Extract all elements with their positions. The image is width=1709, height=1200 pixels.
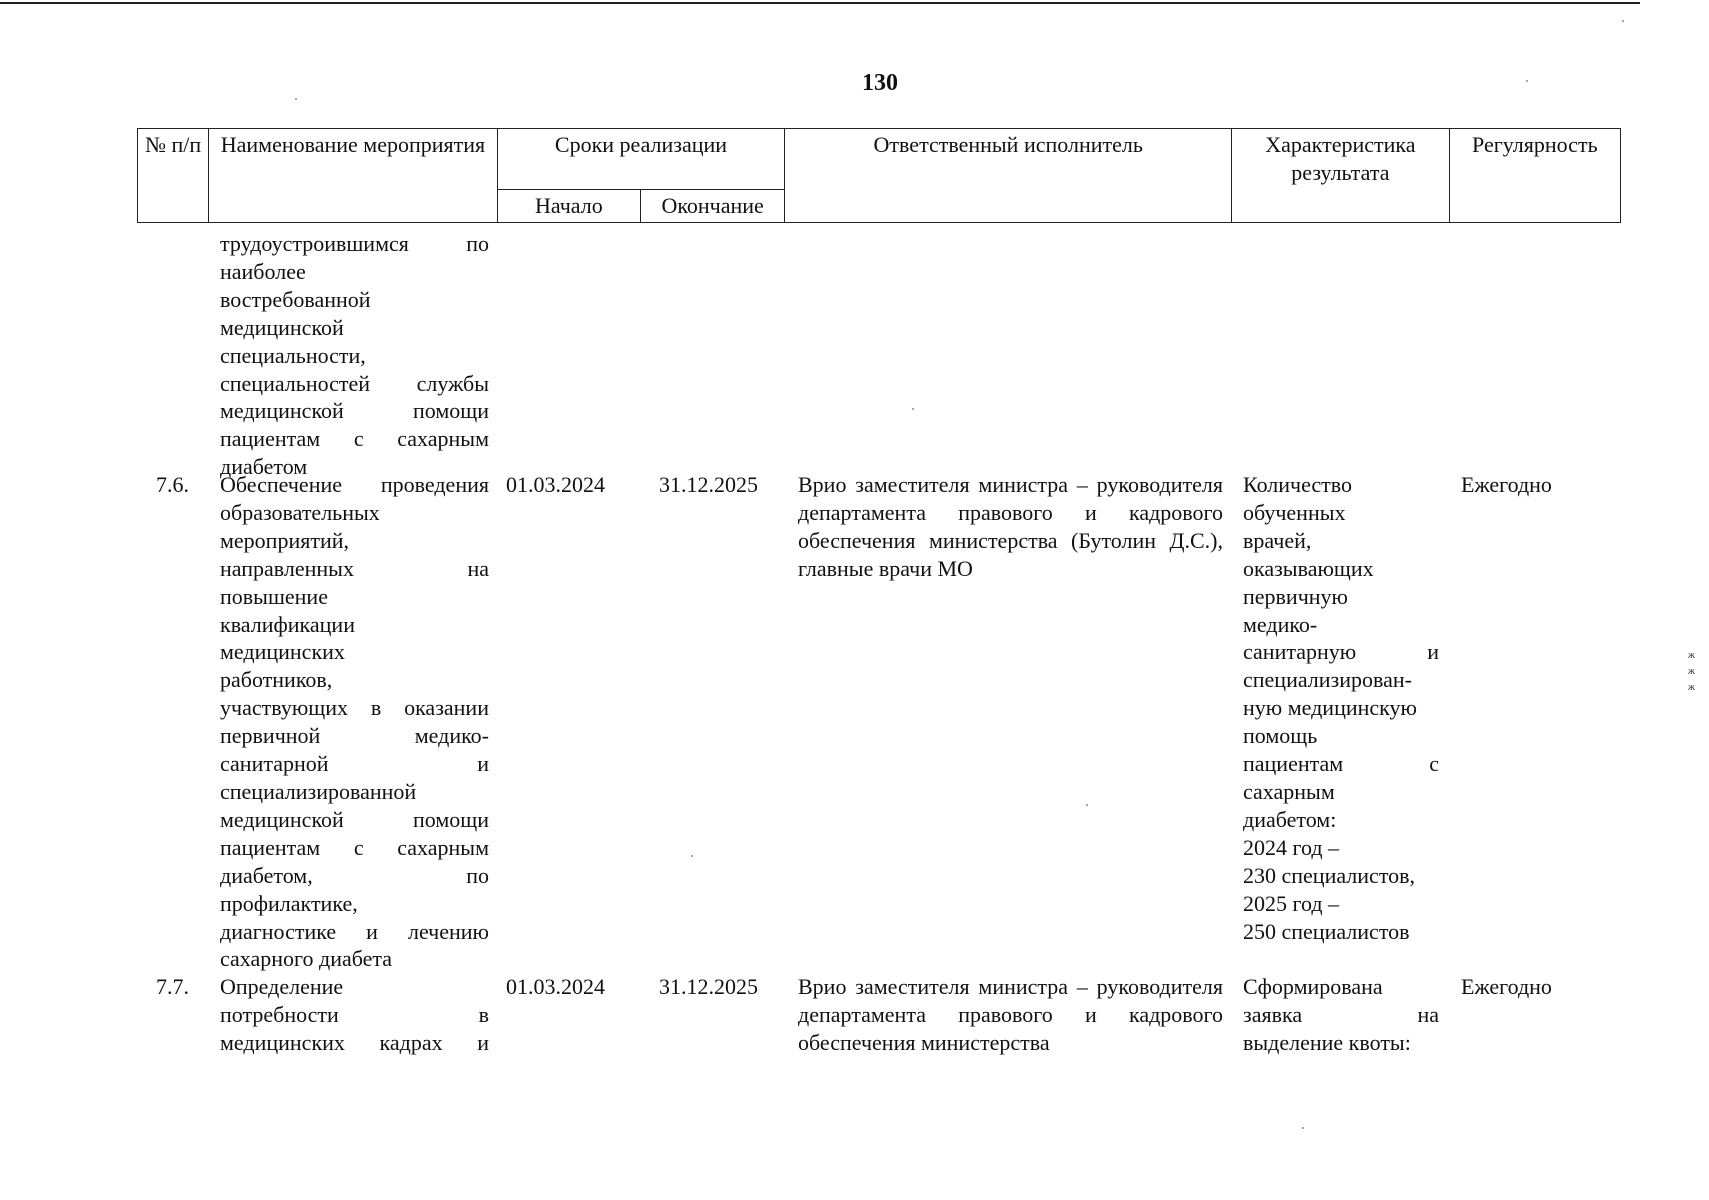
name-line: работников, xyxy=(220,667,333,693)
scan-speck xyxy=(912,408,914,410)
scan-mark: ж xyxy=(1688,682,1695,693)
char-line: 230 специалистов, xyxy=(1243,862,1416,888)
row-characteristic xyxy=(1243,471,1439,945)
char-line: пациентам с xyxy=(1243,751,1439,777)
name-line: специальности, xyxy=(220,342,366,368)
char-line: 2025 год – xyxy=(1243,890,1340,916)
scan-speck xyxy=(1302,1127,1304,1129)
header-regularity: Регулярность xyxy=(1449,129,1620,223)
header-responsible: Ответственный исполнитель xyxy=(785,129,1232,223)
name-line: образовательных xyxy=(220,499,380,525)
name-line: профилактике, xyxy=(220,890,358,916)
scan-speck xyxy=(1622,20,1624,22)
scan-mark: ж xyxy=(1688,666,1695,677)
row-start-date: 01.03.2024 xyxy=(506,472,605,497)
header-num: № п/п xyxy=(138,129,209,223)
row-name xyxy=(220,471,489,973)
char-line: 250 специалистов xyxy=(1243,918,1410,944)
scan-speck xyxy=(1526,80,1528,82)
row-name xyxy=(220,973,489,1057)
row-name xyxy=(220,230,489,481)
char-line: санитарную и xyxy=(1243,639,1439,665)
name-line: наиболее xyxy=(220,258,306,284)
name-line: медицинской помощи xyxy=(220,806,489,832)
row-responsible: Врио заместителя министра – руководителя департамента правового и кадрового обеспечения министерства xyxy=(798,974,1223,1055)
char-line: обученных xyxy=(1243,499,1346,525)
row-characteristic xyxy=(1243,973,1439,1057)
row-regularity: Ежегодно xyxy=(1461,472,1552,497)
char-line: медико- xyxy=(1243,611,1318,637)
char-line: Количество xyxy=(1243,472,1353,497)
char-line: оказывающих xyxy=(1243,555,1374,581)
row-end-date: 31.12.2025 xyxy=(659,974,758,999)
char-line: помощь xyxy=(1243,723,1318,749)
name-line: направленных на xyxy=(220,555,489,581)
name-line: сахарного диабета xyxy=(220,946,393,972)
name-line: медицинских кадрах и xyxy=(220,1029,489,1055)
name-line: специализированной xyxy=(220,778,417,804)
name-line: специальностей службы xyxy=(220,370,489,396)
name-line: санитарной и xyxy=(220,751,489,777)
name-line: трудоустроившимся по xyxy=(220,231,489,256)
char-line: Сформирована xyxy=(1243,974,1383,999)
name-line: диагностике и лечению xyxy=(220,918,489,944)
row-end-date: 31.12.2025 xyxy=(659,472,758,497)
scan-speck xyxy=(1086,804,1088,806)
char-line: специализирован- xyxy=(1243,667,1412,693)
name-line: востребованной xyxy=(220,286,371,312)
page-number: 130 xyxy=(862,70,898,96)
name-line: Определение xyxy=(220,974,344,999)
scan-speck xyxy=(295,98,297,100)
scan-mark: ж xyxy=(1688,650,1695,661)
name-line: пациентам с сахарным xyxy=(220,834,489,860)
name-line: Обеспечение проведения xyxy=(220,472,489,497)
table-body xyxy=(137,230,1621,1073)
table-row xyxy=(137,471,1621,973)
name-line: медицинской помощи xyxy=(220,398,489,424)
name-line: повышение xyxy=(220,583,328,609)
name-line: потребности в xyxy=(220,1001,489,1027)
char-line: диабетом: xyxy=(1243,806,1337,832)
table-row xyxy=(137,973,1621,1073)
header-name: Наименование мероприятия xyxy=(209,129,498,223)
char-line: врачей, xyxy=(1243,527,1312,553)
row-num: 7.6. xyxy=(156,472,189,497)
name-line: квалификации xyxy=(220,611,355,637)
char-line: сахарным xyxy=(1243,778,1335,804)
name-line: медицинской xyxy=(220,314,344,340)
header-end: Окончание xyxy=(641,190,785,223)
row-responsible: Врио заместителя министра – руководителя департамента правового и кадрового обеспечения министерства (Бутолин Д.С.), главные врачи МО xyxy=(798,472,1223,581)
name-line: мероприятий, xyxy=(220,527,350,553)
char-line: выделение квоты: xyxy=(1243,1029,1411,1055)
row-num: 7.7. xyxy=(156,974,189,999)
header-start: Начало xyxy=(497,190,640,223)
name-line: первичной медико- xyxy=(220,723,489,749)
header-terms: Сроки реализации xyxy=(497,129,785,190)
char-line: первичную xyxy=(1243,583,1348,609)
name-line: диабетом, по xyxy=(220,862,489,888)
row-start-date: 01.03.2024 xyxy=(506,974,605,999)
scan-margin-marks xyxy=(1688,648,1702,696)
top-rule xyxy=(0,2,1640,4)
table-row xyxy=(137,230,1621,480)
char-line: 2024 год – xyxy=(1243,834,1340,860)
name-line: медицинских xyxy=(220,639,345,665)
header-characteristic: Характеристика результата xyxy=(1232,129,1449,223)
name-line: пациентам с сахарным xyxy=(220,426,489,452)
char-line: ную медицинскую xyxy=(1243,695,1417,721)
row-regularity: Ежегодно xyxy=(1461,974,1552,999)
name-line: участвующих в оказании xyxy=(220,695,489,721)
char-line: заявка на xyxy=(1243,1001,1439,1027)
name-line: диабетом xyxy=(220,454,308,480)
scan-speck xyxy=(691,855,693,857)
table-header xyxy=(137,128,1621,223)
